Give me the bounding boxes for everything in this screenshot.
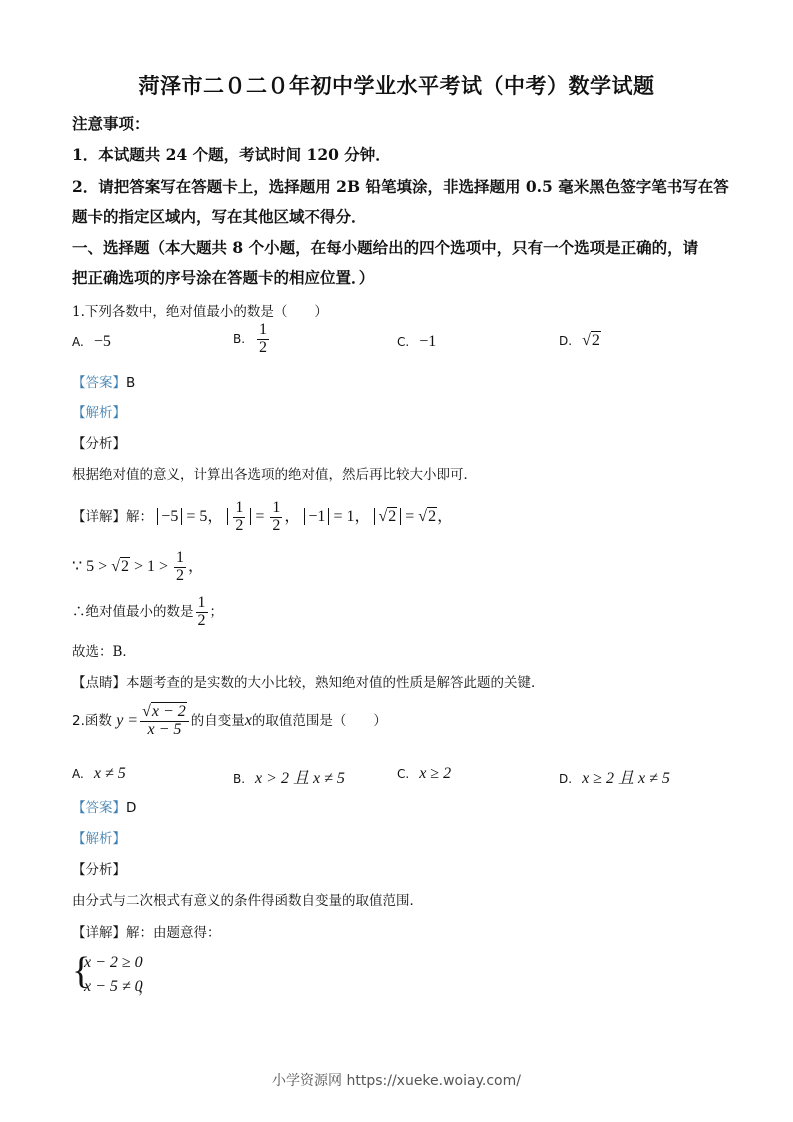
q1-option-a: A. −5 (72, 333, 111, 350)
option-letter: A. (72, 335, 84, 349)
q2-option-b: B. x > 2 且 x ≠ 5 (233, 770, 345, 787)
notice-heading: 注意事项： (72, 114, 150, 133)
brace-icon: { (72, 950, 91, 992)
q1-choose: 故选：B． (72, 644, 136, 660)
q1-fenxi-label: 【分析】 (72, 436, 126, 452)
section-heading: 一、选择题（本大题共 8 个小题，在每小题给出的四个选项中，只有一个选项是正确的，请 (72, 238, 699, 257)
q1-option-d (559, 332, 601, 350)
q2-fenxi-label: 【分析】 (72, 862, 126, 878)
q2-fenxi-text: 由分式与二次根式有意义的条件得函数自变量的取值范围． (72, 893, 423, 909)
notice-item-1: 1．本试题共 24 个题，考试时间 120 分钟． (72, 145, 391, 164)
q1-therefore: ∴绝对值最小的数是 $\frac{1}{2}$ ； (72, 594, 223, 629)
q1-option-b: B. $\frac{1}{2}$ (233, 321, 268, 356)
footer-watermark: 小学资源网 https://xueke.woiay.com/ (272, 1073, 521, 1089)
q1-analysis-label: 【解析】 (72, 405, 126, 421)
section-heading-cont: 把正确选项的序号涂在答题卡的相应位置．） (72, 268, 375, 287)
q2-analysis-label: 【解析】 (72, 831, 126, 847)
q1-because: ∵ 5 > √2 > 1 > $\frac{1}{2}$ ， (72, 549, 205, 584)
q2-option-c: C. x ≥ 2 (397, 765, 452, 782)
page-title: 菏泽市二０二０年初中学业水平考试（中考）数学试题 (138, 73, 655, 98)
q2-answer: 【答案】D (72, 800, 137, 816)
q1-stem: 1.下列各数中，绝对值最小的数是（ ） (72, 304, 328, 320)
q1-xiangjie: 【详解】解： −5 = 5， $\frac{1}{2}$ = $\frac{1}{2}$ ， −1 = 1， √2 = √2， (72, 499, 454, 534)
q2-stem: 2.函数 y = $\frac{√x - 2}{x - 5}$ 的自变量x的取值范围是（ ） (72, 703, 387, 738)
notice-item-2-cont: 题卡的指定区域内，写在其他区域不得分． (72, 207, 367, 226)
q1-dianjing: 【点睛】本题考查的是实数的大小比较，熟知绝对值的性质是解答此题的关键． (72, 675, 545, 691)
q2-option-d: D. x ≥ 2 且 x ≠ 5 (559, 770, 670, 787)
sqrt-icon: √2 (582, 332, 600, 349)
q2-xiangjie: 【详解】解：由题意得： (72, 925, 221, 941)
q1-option-c: C. −1 (397, 333, 437, 350)
option-letter: D. (559, 334, 573, 348)
option-letter: B. (233, 331, 246, 346)
notice-item-2: 2．请把答案写在答题卡上，选择题用 2B 铅笔填涂，非选择题用 0.5 毫米黑色签字笔书写在答 (72, 177, 729, 196)
q1-fenxi-text: 根据绝对值的意义，计算出各选项的绝对值，然后再比较大小即可． (72, 467, 477, 483)
q1-answer: 【答案】B (72, 375, 136, 391)
q2-option-a: A. x ≠ 5 (72, 765, 126, 782)
option-letter: C. (397, 335, 410, 349)
